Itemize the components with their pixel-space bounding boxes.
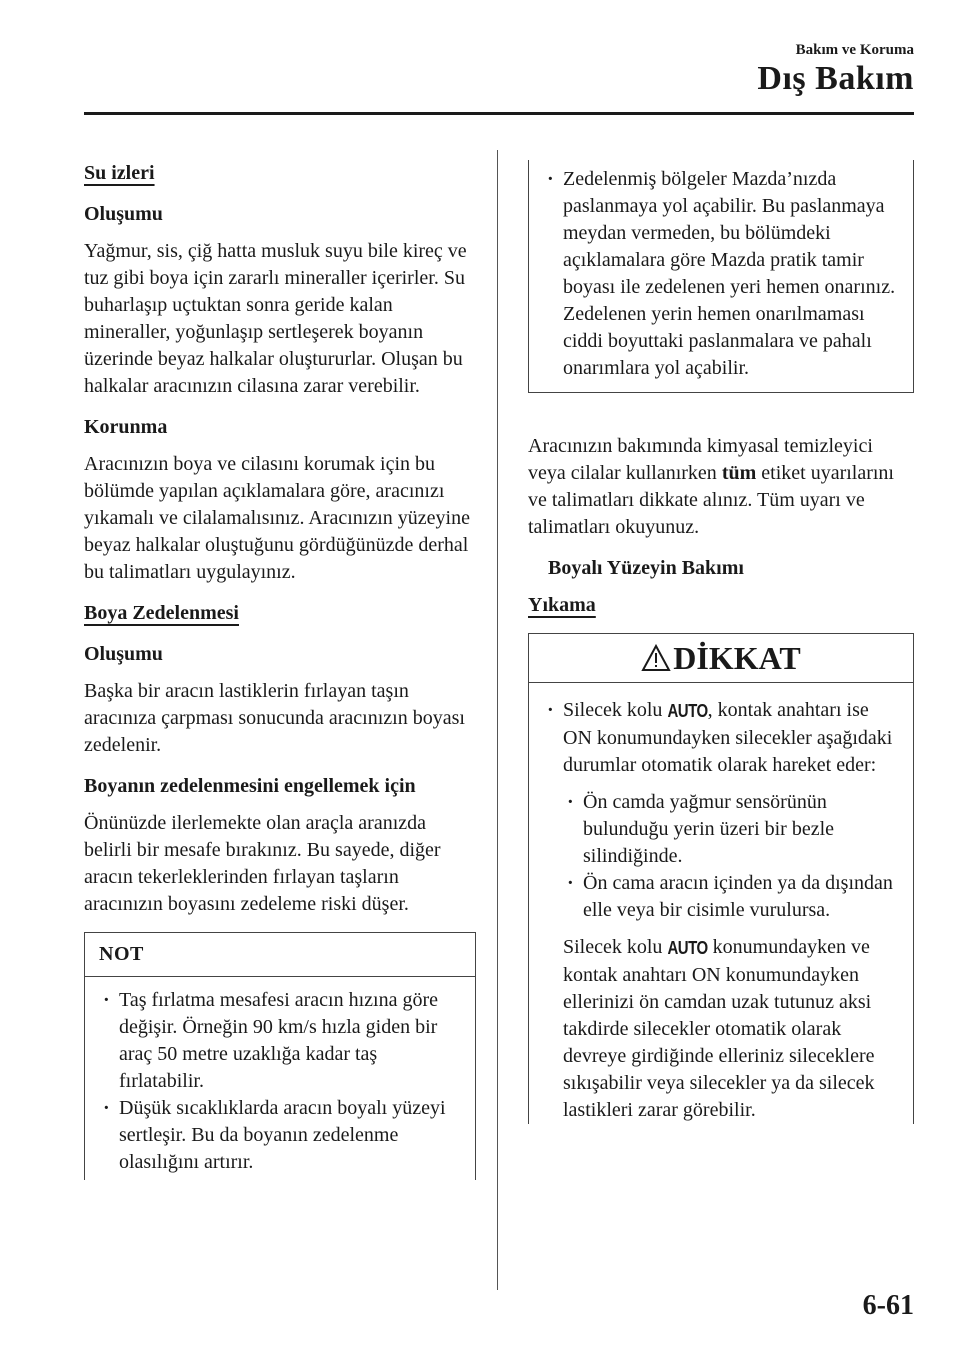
heading-boya-zedelenmesi: Boya Zedelenmesi — [84, 602, 239, 624]
caution-sub-item: · Ön cama aracın içinden ya da dışından elle veya bir cisimle vurulursa. — [563, 870, 899, 924]
paragraph-olusumu: Yağmur, sis, çiğ hatta musluk suyu bile kireç ve tuz gibi boya için zararlı mineraller içerirler. Su buharlaşıp uçtuktan sonra geride kalan mineraller, yoğunlaşıp sertleşerek boyanın üzerinde beyaz halkalar oluştururlar. Oluşan bu halkalar aracınızın cilasına zarar verebilir. — [84, 240, 467, 397]
kimyasal-text-1: Aracınızın bakımında kimyasal temizleyici veya cilalar kullanırken — [528, 435, 873, 484]
note-title: NOT — [85, 933, 475, 977]
auto-symbol: AUTO — [667, 938, 708, 959]
paragraph-korunma: Aracınızın boya ve cilasını korumak için bu bölümde yapılan açıklamalara göre, aracınızı yıkamalı ve cilalamalısınız. Aracınızın yüzeyine beyaz halkalar oluştuğunu gördüğünüzde derhal bu talimatları uygulayınız. — [84, 453, 470, 583]
heading-boyali-yuzey: Boyalı Yüzeyin Bakımı — [548, 557, 744, 579]
header-divider — [84, 112, 914, 115]
heading-su-izleri: Su izleri — [84, 162, 155, 184]
silecek-text-2: , kontak anahtarı ise ON konumundayken silecekler aşağıdaki durumlar otomatik olarak hareket eder: — [563, 699, 893, 776]
page-title: Dış Bakım — [757, 60, 914, 97]
column-divider — [497, 150, 498, 1290]
subheading-engellemek: Boyanın zedelenmesini engellemek için — [84, 775, 416, 797]
continued-note-box — [528, 160, 914, 393]
caution-body — [529, 683, 913, 1124]
paragraph-kimyasal — [528, 433, 914, 541]
note-body — [85, 977, 475, 1180]
silecek-text-4: konumundayken ve kontak anahtarı ON konumundayken ellerinizi ön camdan uzak tutunuz aksi takdirde silecekler otomatik olarak devreye girdiğinde elleriniz sileceklere sıkışabilir veya silecekler ya da silecek lastikleri zarar görebilir. — [563, 936, 875, 1121]
warning-triangle-icon — [641, 640, 673, 676]
right-column — [528, 160, 914, 1138]
subheading-korunma: Korunma — [84, 416, 168, 438]
silecek-text-3: Silecek kolu — [563, 936, 668, 958]
caution-sub-item: · Ön camda yağmur sensörünün bulunduğu yerin üzeri bir bezle silindiğinde. — [563, 789, 899, 870]
caution-paragraph — [543, 934, 899, 1124]
silecek-text-1: Silecek kolu — [563, 699, 668, 721]
kimyasal-bold: tüm — [721, 462, 757, 484]
caution-title: DİKKAT — [673, 640, 801, 676]
paragraph-olusumu-2: Başka bir aracın lastiklerin fırlayan taşın aracınıza çarpması sonucunda aracınızın boyası zedelenir. — [84, 680, 465, 756]
caution-header — [529, 634, 913, 683]
note-item: · Düşük sıcaklıklarda aracın boyalı yüzeyi sertleşir. Bu da boyanın zedelenme olasılığını artırır. — [99, 1095, 461, 1176]
heading-yikama: Yıkama — [528, 594, 596, 616]
paragraph-engellemek: Önünüzde ilerlemekte olan araçla aranızda belirli bir mesafe bırakınız. Bu sayede, diğer aracın tekerleklerinden fırlayan taşların aracınızın boyasını zedeleme riski düşer. — [84, 812, 441, 915]
subheading-olusumu: Oluşumu — [84, 203, 163, 225]
left-column — [84, 160, 476, 1180]
caution-item — [543, 697, 899, 779]
section-header: Bakım ve Koruma — [795, 42, 914, 58]
kimyasal-text-2: etiket uyarılarını ve talimatları dikkate alınız. Tüm uyarı ve talimatları okuyunuz. — [528, 462, 894, 538]
note-item: · Taş fırlatma mesafesi aracın hızına göre değişir. Örneğin 90 km/s hızla giden bir araç 50 metre uzaklığa kadar taş fırlatabilir. — [99, 987, 461, 1095]
page-number: 6-61 — [862, 1290, 914, 1321]
note-item: · Zedelenmiş bölgeler Mazda’nızda paslanmaya yol açabilir. Bu paslanmaya meydan vermeden, bu bölümdeki açıklamalara göre Mazda pratik tamir boyası ile zedelenen yeri hemen onarınız. Zedelenen yerin hemen onarılmaması ciddi boyuttaki paslanmalara ve pahalı onarımlara yol açabilir. — [543, 166, 899, 382]
auto-symbol: AUTO — [667, 701, 708, 722]
subheading-olusumu-2: Oluşumu — [84, 643, 163, 665]
caution-box — [528, 633, 914, 1124]
note-box — [84, 932, 476, 1180]
